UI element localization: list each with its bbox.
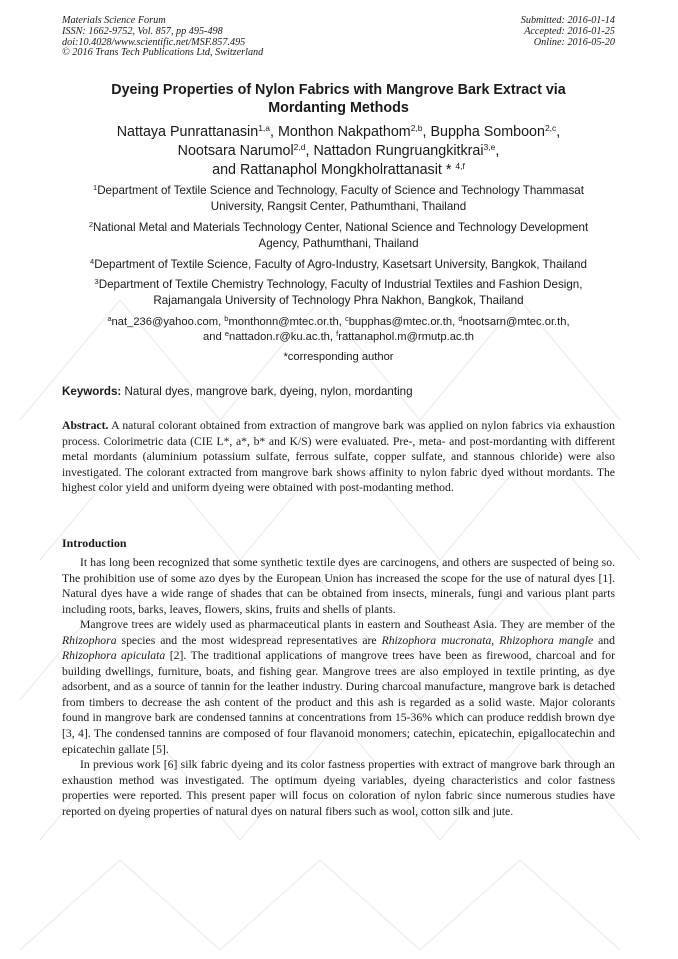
date-submitted: Submitted: 2016-01-14 — [520, 15, 615, 26]
author-affiliation-marker: 2,b — [410, 123, 423, 133]
author-emails: $^a$nat_236@yahoo.com, $^b$monthonn@mtec.or.th, $^c$bupphas@mtec.or.th, $^d$nootsarn@mtec.or.th, and $^e$nattadon.r@ku.ac.th, $^f$rattanaphol.m@rmutp.ac.th — [107, 314, 570, 343]
author-name: Rattanaphol Mongkholrattanasit — [239, 162, 442, 178]
affiliation-2: $^2$National Metal and Materials Technology Center, National Science and Technology Development Agency, Pathumthani, Thailand — [88, 220, 589, 250]
author-name: Monthon Nakpathom — [277, 124, 411, 140]
title-line-2: Mordanting Methods — [268, 100, 409, 116]
affiliation-1: $^1$Department of Textile Science and Technology, Faculty of Science and Technology Thammasat University, Rangsit Center, Pathumthani, Thailand — [93, 183, 584, 213]
email-address[interactable]: rattanaphol.m@rmutp.ac.th — [338, 331, 474, 343]
title-line-1: Dyeing Properties of Nylon Fabrics with Mangrove Bark Extract via — [111, 82, 566, 98]
author-affiliation-marker: 4,f — [455, 161, 465, 171]
email-address[interactable]: nat_236@yahoo.com — [111, 316, 219, 328]
introduction-body — [62, 555, 615, 819]
paragraph: It has long been recognized that some synthetic textile dyes are carcinogens, and others are suspected of being so. The prohibition use of some azo dyes by the European Union has increased the scope for the use of natural dyes [1]. Natural dyes have a wide range of shades that can be obtained from insects, minerals, fungi and various plant parts including roots, barks, leaves, flowers, skins, fruits and shells of plants. — [62, 556, 615, 616]
section-heading-introduction: Introduction — [62, 536, 127, 550]
author-name: Nootsara Narumol — [177, 143, 294, 159]
email-address[interactable]: nattadon.r@ku.ac.th — [228, 331, 330, 343]
date-accepted: Accepted: 2016-01-25 — [524, 25, 615, 37]
author-affiliation-marker: 2,c — [544, 123, 557, 133]
email-address[interactable]: nootsarn@mtec.or.th — [462, 316, 567, 328]
paragraph: In previous work [6] silk fabric dyeing and its color fastness properties with extract of mangrove bark through an exhaustion method was investigated. The optimum dyeing variables, dyeing characteristics and color fastness properties were reported. This present paper will focus on coloration of nylon fabric since numerous studies have reported on dyeing properties of natural dyes on natural fibers such as wool, cotton silk and jute. — [62, 758, 615, 818]
author-affiliation-marker: 2,d — [293, 142, 306, 152]
affiliation-4: $^4$Department of Textile Science, Faculty of Agro-Industry, Kasetsart University, Bangkok, Thailand — [90, 257, 587, 271]
abstract-text: A natural colorant obtained from extraction of mangrove bark was applied on nylon fabrics via exhaustion process. Colorimetric data (CIE L*, a*, b* and K/S) were evaluated. Pre-, meta- and post-mordanting with different metal mordants (aluminium potassium sulfate, ferrous sulfate, copper sulfate, and stannous chloride) were also investigated. The colorant extracted from mangrove bark shows affinity to nylon fabric dyed without mordants. The highest color yield and uniform dyeing were obtained with post-modanting method. — [62, 419, 615, 495]
email-address[interactable]: monthonn@mtec.or.th — [228, 316, 339, 328]
date-online: Online: 2016-05-20 — [533, 36, 615, 48]
author-affiliation-marker: 3,e — [483, 142, 496, 152]
journal-name: Materials Science Forum — [62, 15, 166, 26]
journal-doi: doi:10.4028/www.scientific.net/MSF.857.495 — [62, 36, 246, 48]
abstract — [62, 418, 615, 496]
journal-issn: ISSN: 1662-9752, Vol. 857, pp 495-498 — [62, 25, 223, 37]
affiliation-3: $^3$Department of Textile Chemistry Technology, Faculty of Industrial Textiles and Fashion Design, Rajamangala University of Technology Phra Nakhon, Bangkok, Thailand — [94, 277, 583, 307]
author-name: Buppha Somboon — [430, 124, 545, 140]
author-name: Nattaya Punrattanasin — [116, 124, 259, 140]
author-affiliation-marker: 1,a — [258, 123, 271, 133]
keywords-text: Natural dyes, mangrove bark, dyeing, nylon, mordanting — [121, 385, 413, 398]
author-list: Nattaya Punrattanasin$^{1,a}$, Monthon Nakpathom$^{2,b}$, Buppha Somboon$^{2,c}$, Nootsara Narumol$^{2,d}$, Nattadon Rungruangkitkrai$^{3,e}$, and Rattanaphol Mongkholrattanasit * $^{4,f}$ — [116, 123, 561, 178]
corresponding-author-note: *corresponding author — [283, 351, 394, 363]
paper-title — [62, 81, 615, 117]
publication-dates — [415, 16, 615, 48]
corresponding-star: * — [441, 162, 456, 178]
keywords-label: Keywords: — [62, 385, 122, 398]
author-name: Nattadon Rungruangkitkrai — [313, 143, 484, 159]
journal-copyright: © 2016 Trans Tech Publications Ltd, Switzerland — [62, 47, 264, 59]
abstract-label: Abstract. — [62, 419, 109, 432]
paragraph: Mangrove trees are widely used as pharmaceutical plants in eastern and Southeast Asia. They are member of the Rhizophora species and the most widespread representatives are Rhizophora mucronata, Rhizophora mangle and Rhizophora apiculata [2]. The traditional applications of mangrove trees have been as firewood, charcoal and for building dwellings, furniture, boats, and fishing gear. Mangrove trees are also employed in textile printing, as dye adsorbent, and as a source of tannin for the leather industry. During charcoal manufacture, mangrove bark is detached from timbers to decrease the ash content of the product and this ash is regarded as a solid waste. Major colorants found in mangrove bark are condensed tannins at concentrations from 15-36% which can produce reddish brown dye [3, 4]. The condensed tannins are composed of four flavanoid monomers; catechin, epicatechin, epigallocatechin and epicatechin gallate [5]. — [62, 618, 615, 756]
email-address[interactable]: bupphas@mtec.or.th — [348, 316, 453, 328]
keywords — [62, 384, 615, 399]
journal-header — [62, 16, 362, 59]
